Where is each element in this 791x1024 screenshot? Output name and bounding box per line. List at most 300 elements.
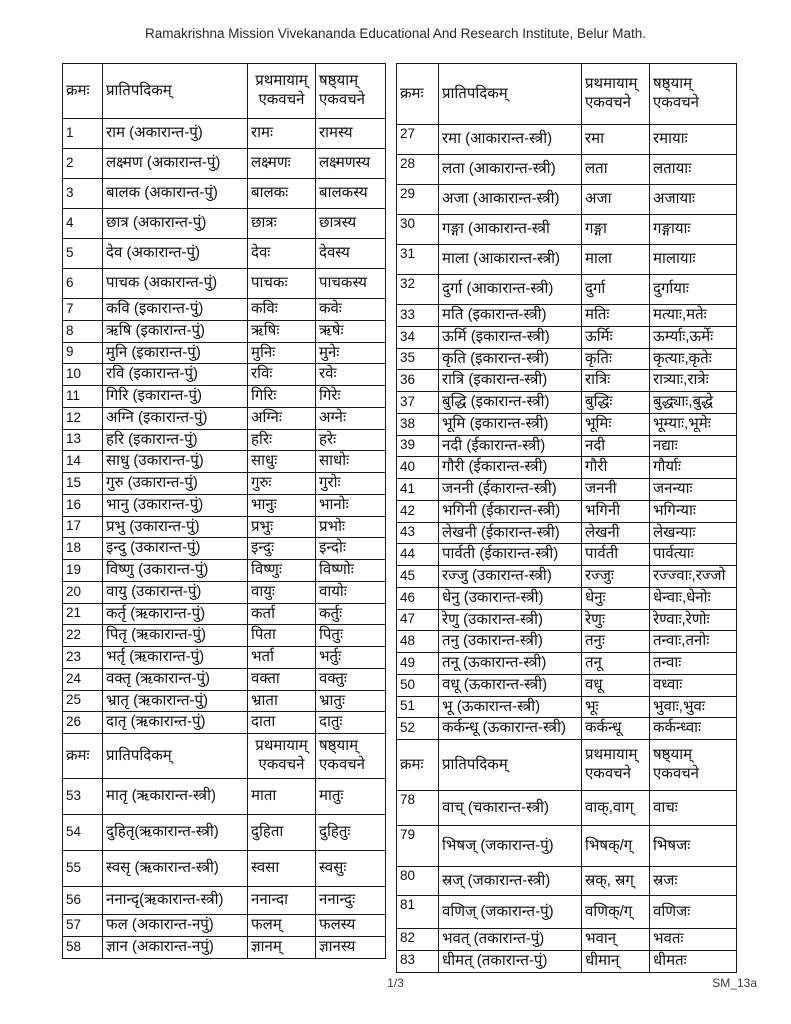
stem-cell: वाच् (चकारान्त-स्त्री)	[439, 791, 582, 826]
stem-cell: अग्नि (इकारान्त-पुं)	[103, 407, 248, 429]
row-number: 12	[63, 407, 103, 429]
table-row	[63, 647, 386, 669]
genitive-singular-cell: भुवाः,भुवः	[650, 696, 737, 718]
table-row	[63, 915, 386, 937]
nominative-singular-cell: बालकः	[248, 179, 316, 209]
table-row	[63, 815, 386, 851]
stem-cell: रवि (इकारान्त-पुं)	[103, 364, 248, 386]
row-number: 78	[397, 791, 439, 826]
table-row	[63, 516, 386, 538]
genitive-singular-cell: पार्वत्याः	[650, 544, 737, 566]
nominative-singular-cell: गङ्गा	[582, 215, 650, 245]
stem-cell: भानु (उकारान्त-पुं)	[103, 494, 248, 516]
column-header: क्रमः	[397, 740, 439, 791]
genitive-singular-cell: दुहितुः	[316, 815, 386, 851]
nominative-singular-cell: जननी	[582, 479, 650, 501]
row-number: 22	[63, 625, 103, 647]
table-row	[397, 653, 737, 675]
row-number: 37	[397, 392, 439, 414]
row-number: 16	[63, 494, 103, 516]
stem-cell: बुद्धि (इकारान्त-स्त्री)	[439, 392, 582, 414]
row-number: 15	[63, 473, 103, 495]
stem-cell: दुहितृ(ऋकारान्त-स्त्री)	[103, 815, 248, 851]
stem-cell: रेणु (उकारान्त-स्त्री)	[439, 609, 582, 631]
table-row	[397, 125, 737, 155]
stem-cell: लक्ष्मण (अकारान्त-पुं)	[103, 149, 248, 179]
table-row	[63, 407, 386, 429]
row-number: 46	[397, 587, 439, 609]
nominative-singular-cell: कर्कन्धू	[582, 718, 650, 740]
nominative-singular-cell: भगिनी	[582, 500, 650, 522]
table-row	[63, 625, 386, 647]
nominative-singular-cell: भवान्	[582, 929, 650, 951]
table-row	[397, 929, 737, 951]
genitive-singular-cell: भवतः	[650, 929, 737, 951]
table-row	[397, 275, 737, 305]
nominative-singular-cell: ननान्दा	[248, 887, 316, 915]
table-row	[397, 392, 737, 414]
row-number: 26	[63, 712, 103, 734]
row-number: 13	[63, 429, 103, 451]
nominative-singular-cell: रविः	[248, 364, 316, 386]
stem-cell: अजा (आकारान्त-स्त्री)	[439, 185, 582, 215]
table-row	[397, 413, 737, 435]
stem-cell: कर्तृ (ऋकारान्त-पुं)	[103, 603, 248, 625]
stem-cell: गुरु (उकारान्त-पुं)	[103, 473, 248, 495]
genitive-singular-cell: बालकस्य	[316, 179, 386, 209]
column-header: प्रातिपदिकम्	[439, 740, 582, 791]
stem-cell: स्रज् (जकारान्त-स्त्री)	[439, 867, 582, 896]
table-row	[63, 603, 386, 625]
genitive-singular-cell: कर्तुः	[316, 603, 386, 625]
nominative-singular-cell: पाचकः	[248, 269, 316, 299]
row-number: 28	[397, 155, 439, 185]
nominative-singular-cell: तनू	[582, 653, 650, 675]
column-header: क्रमः	[397, 64, 439, 125]
column-header: षष्ठ्याम् एकवचने	[316, 734, 386, 779]
nominative-singular-cell: माला	[582, 245, 650, 275]
stem-cell: मुनि (इकारान्त-पुं)	[103, 342, 248, 364]
column-header: प्रातिपदिकम्	[103, 64, 248, 119]
nominative-singular-cell: भ्राता	[248, 690, 316, 712]
row-number: 6	[63, 269, 103, 299]
nominative-singular-cell: विष्णुः	[248, 560, 316, 582]
genitive-singular-cell: गङ्गायाः	[650, 215, 737, 245]
table-row	[63, 779, 386, 815]
row-number: 43	[397, 522, 439, 544]
nominative-singular-cell: रामः	[248, 119, 316, 149]
genitive-singular-cell: तन्वाः	[650, 653, 737, 675]
table-row	[63, 179, 386, 209]
tables-container	[62, 63, 791, 973]
column-header: षष्ठ्याम् एकवचने	[650, 740, 737, 791]
genitive-singular-cell: वाचः	[650, 791, 737, 826]
table-row	[397, 305, 737, 327]
nominative-singular-cell: लक्ष्मणः	[248, 149, 316, 179]
page-number: 1/3	[387, 976, 404, 990]
row-number: 47	[397, 609, 439, 631]
nominative-singular-cell: वायुः	[248, 581, 316, 603]
genitive-singular-cell: रज्ज्वाः,रज्जो	[650, 566, 737, 588]
row-number: 17	[63, 516, 103, 538]
genitive-singular-cell: कवेः	[316, 299, 386, 321]
row-number: 32	[397, 275, 439, 305]
nominative-singular-cell: नदी	[582, 435, 650, 457]
stem-cell: विष्णु (उकारान्त-पुं)	[103, 560, 248, 582]
genitive-singular-cell: छात्रस्य	[316, 209, 386, 239]
genitive-singular-cell: रमायाः	[650, 125, 737, 155]
genitive-singular-cell: मातुः	[316, 779, 386, 815]
row-number: 80	[397, 867, 439, 896]
header-row	[397, 64, 737, 125]
row-number: 81	[397, 896, 439, 929]
nominative-singular-cell: भूमिः	[582, 413, 650, 435]
nominative-singular-cell: साधुः	[248, 451, 316, 473]
row-number: 30	[397, 215, 439, 245]
stem-cell: वक्तृ (ऋकारान्त-पुं)	[103, 668, 248, 690]
table-row	[397, 950, 737, 972]
genitive-singular-cell: धीमतः	[650, 950, 737, 972]
stem-cell: दातृ (ऋकारान्त-पुं)	[103, 712, 248, 734]
column-header: प्रथमायाम् एकवचने	[582, 740, 650, 791]
table-row	[397, 791, 737, 826]
nominative-singular-cell: दुहिता	[248, 815, 316, 851]
stem-cell: नदी (ईकारान्त-स्त्री)	[439, 435, 582, 457]
genitive-singular-cell: भगिन्याः	[650, 500, 737, 522]
nominative-singular-cell: गौरी	[582, 457, 650, 479]
row-number: 52	[397, 718, 439, 740]
stem-cell: मति (इकारान्त-स्त्री)	[439, 305, 582, 327]
table-row	[397, 479, 737, 501]
table-row	[397, 609, 737, 631]
genitive-singular-cell: अग्नेः	[316, 407, 386, 429]
genitive-singular-cell: देवस्य	[316, 239, 386, 269]
row-number: 14	[63, 451, 103, 473]
table-row	[63, 209, 386, 239]
genitive-singular-cell: नद्याः	[650, 435, 737, 457]
row-number: 1	[63, 119, 103, 149]
nominative-singular-cell: कर्ता	[248, 603, 316, 625]
table-row	[397, 457, 737, 479]
genitive-singular-cell: साधोः	[316, 451, 386, 473]
table-row	[397, 544, 737, 566]
nominative-singular-cell: इन्दुः	[248, 538, 316, 560]
stem-cell: कवि (इकारान्त-पुं)	[103, 299, 248, 321]
row-number: 40	[397, 457, 439, 479]
genitive-singular-cell: ज्ञानस्य	[316, 936, 386, 958]
genitive-singular-cell: वायोः	[316, 581, 386, 603]
row-number: 83	[397, 950, 439, 972]
stem-cell: प्रभु (उकारान्त-पुं)	[103, 516, 248, 538]
genitive-singular-cell: तन्वाः,तनोः	[650, 631, 737, 653]
nominative-singular-cell: ज्ञानम्	[248, 936, 316, 958]
nominative-singular-cell: स्वसा	[248, 851, 316, 887]
nominative-singular-cell: वाक्,वाग्	[582, 791, 650, 826]
nominative-singular-cell: रमा	[582, 125, 650, 155]
table-row	[397, 566, 737, 588]
document-code: SM_13a	[712, 976, 757, 990]
stem-cell: ऊर्मि (इकारान्त-स्त्री)	[439, 326, 582, 348]
stem-cell: वणिज् (जकारान्त-पुं)	[439, 896, 582, 929]
row-number: 25	[63, 690, 103, 712]
table-row	[397, 185, 737, 215]
row-number: 3	[63, 179, 103, 209]
table-row	[63, 887, 386, 915]
nominative-singular-cell: कृतिः	[582, 348, 650, 370]
stem-cell: भू (ऊकारान्त-स्त्री)	[439, 696, 582, 718]
table-row	[397, 348, 737, 370]
row-number: 58	[63, 936, 103, 958]
row-number: 56	[63, 887, 103, 915]
nominative-singular-cell: भानुः	[248, 494, 316, 516]
genitive-singular-cell: कर्कन्ध्वाः	[650, 718, 737, 740]
stem-cell: वधू (ऊकारान्त-स्त्री)	[439, 674, 582, 696]
genitive-singular-cell: रवेः	[316, 364, 386, 386]
row-number: 35	[397, 348, 439, 370]
stem-cell: दुर्गा (आकारान्त-स्त्री)	[439, 275, 582, 305]
stem-cell: लेखनी (ईकारान्त-स्त्री)	[439, 522, 582, 544]
nominative-singular-cell: धेनुः	[582, 587, 650, 609]
stem-cell: रमा (आकारान्त-स्त्री)	[439, 125, 582, 155]
genitive-singular-cell: मालायाः	[650, 245, 737, 275]
table-row	[63, 668, 386, 690]
nominative-singular-cell: रेणुः	[582, 609, 650, 631]
stem-cell: ऋषि (इकारान्त-पुं)	[103, 320, 248, 342]
row-number: 10	[63, 364, 103, 386]
nominative-singular-cell: मुनिः	[248, 342, 316, 364]
genitive-singular-cell: दातुः	[316, 712, 386, 734]
row-number: 38	[397, 413, 439, 435]
genitive-singular-cell: स्रजः	[650, 867, 737, 896]
table-row	[397, 155, 737, 185]
column-header: प्रथमायाम् एकवचने	[248, 64, 316, 119]
header-row	[63, 734, 386, 779]
nominative-singular-cell: फलम्	[248, 915, 316, 937]
genitive-singular-cell: बुद्ध्याः,बुद्धे	[650, 392, 737, 414]
genitive-singular-cell: अजायाः	[650, 185, 737, 215]
stem-cell: बालक (अकारान्त-पुं)	[103, 179, 248, 209]
nominative-singular-cell: तनुः	[582, 631, 650, 653]
row-number: 23	[63, 647, 103, 669]
genitive-singular-cell: पाचकस्य	[316, 269, 386, 299]
table-row	[397, 500, 737, 522]
nominative-singular-cell: लेखनी	[582, 522, 650, 544]
stem-cell: भ्रातृ (ऋकारान्त-पुं)	[103, 690, 248, 712]
table-row	[63, 320, 386, 342]
genitive-singular-cell: फलस्य	[316, 915, 386, 937]
column-header: प्रातिपदिकम्	[103, 734, 248, 779]
genitive-singular-cell: इन्दोः	[316, 538, 386, 560]
genitive-singular-cell: दुर्गायाः	[650, 275, 737, 305]
column-header: क्रमः	[63, 64, 103, 119]
genitive-singular-cell: कृत्याः,कृतेः	[650, 348, 737, 370]
nominative-singular-cell: ऊर्मिः	[582, 326, 650, 348]
nominative-singular-cell: प्रभुः	[248, 516, 316, 538]
row-number: 24	[63, 668, 103, 690]
column-header: षष्ठ्याम् एकवचने	[316, 64, 386, 119]
row-number: 45	[397, 566, 439, 588]
table-row	[63, 936, 386, 958]
table-row	[397, 896, 737, 929]
table-row	[397, 718, 737, 740]
table-row	[63, 560, 386, 582]
genitive-singular-cell: ऋषेः	[316, 320, 386, 342]
row-number: 39	[397, 435, 439, 457]
table-row	[63, 538, 386, 560]
nominative-singular-cell: दाता	[248, 712, 316, 734]
stem-cell: भिषज् (जकारान्त-पुं)	[439, 826, 582, 867]
row-number: 50	[397, 674, 439, 696]
genitive-singular-cell: भ्रातुः	[316, 690, 386, 712]
nominative-singular-cell: हरिः	[248, 429, 316, 451]
stem-cell: रज्जु (उकारान्त-स्त्री)	[439, 566, 582, 588]
stem-cell: तनु (उकारान्त-स्त्री)	[439, 631, 582, 653]
genitive-singular-cell: मत्याः,मतेः	[650, 305, 737, 327]
genitive-singular-cell: प्रभोः	[316, 516, 386, 538]
row-number: 49	[397, 653, 439, 675]
genitive-singular-cell: वणिजः	[650, 896, 737, 929]
row-number: 19	[63, 560, 103, 582]
table-row	[397, 867, 737, 896]
stem-cell: गिरि (इकारान्त-पुं)	[103, 386, 248, 408]
genitive-singular-cell: लतायाः	[650, 155, 737, 185]
nominative-singular-cell: वधू	[582, 674, 650, 696]
nominative-singular-cell: वक्ता	[248, 668, 316, 690]
stem-cell: पाचक (अकारान्त-पुं)	[103, 269, 248, 299]
column-header: प्रातिपदिकम्	[439, 64, 582, 125]
nominative-singular-cell: बुद्धिः	[582, 392, 650, 414]
nominative-singular-cell: स्रक्, स्रग्	[582, 867, 650, 896]
table-row	[397, 370, 737, 392]
stem-cell: साधु (उकारान्त-पुं)	[103, 451, 248, 473]
nominative-singular-cell: रात्रिः	[582, 370, 650, 392]
genitive-singular-cell: गौर्याः	[650, 457, 737, 479]
nominative-singular-cell: पार्वती	[582, 544, 650, 566]
table-row	[63, 386, 386, 408]
row-number: 11	[63, 386, 103, 408]
stem-cell: कृति (इकारान्त-स्त्री)	[439, 348, 582, 370]
row-number: 55	[63, 851, 103, 887]
row-number: 9	[63, 342, 103, 364]
nominative-singular-cell: कविः	[248, 299, 316, 321]
stem-cell: देव (अकारान्त-पुं)	[103, 239, 248, 269]
table-row	[63, 451, 386, 473]
row-number: 7	[63, 299, 103, 321]
row-number: 8	[63, 320, 103, 342]
nominative-singular-cell: भूः	[582, 696, 650, 718]
stem-cell: पितृ (ऋकारान्त-पुं)	[103, 625, 248, 647]
genitive-singular-cell: हरेः	[316, 429, 386, 451]
genitive-singular-cell: विष्णोः	[316, 560, 386, 582]
stem-cell: छात्र (अकारान्त-पुं)	[103, 209, 248, 239]
table-row	[63, 581, 386, 603]
row-number: 2	[63, 149, 103, 179]
table-row	[397, 326, 737, 348]
nominative-singular-cell: धीमान्	[582, 950, 650, 972]
stem-cell: तनू (ऊकारान्त-स्त्री)	[439, 653, 582, 675]
stem-cell: भूमि (इकारान्त-स्त्री)	[439, 413, 582, 435]
row-number: 79	[397, 826, 439, 867]
table-row	[397, 674, 737, 696]
table-row	[397, 696, 737, 718]
table-row	[397, 245, 737, 275]
stem-cell: धेनु (उकारान्त-स्त्री)	[439, 587, 582, 609]
stem-cell: भगिनी (ईकारान्त-स्त्री)	[439, 500, 582, 522]
header-row	[397, 740, 737, 791]
genitive-singular-cell: स्वसुः	[316, 851, 386, 887]
genitive-singular-cell: वध्वाः	[650, 674, 737, 696]
nominative-singular-cell: वणिक्/ग्	[582, 896, 650, 929]
declension-table-right	[396, 63, 737, 973]
table-row	[63, 269, 386, 299]
nominative-singular-cell: ऋषिः	[248, 320, 316, 342]
genitive-singular-cell: गुरोः	[316, 473, 386, 495]
table-row	[63, 851, 386, 887]
genitive-singular-cell: लक्ष्मणस्य	[316, 149, 386, 179]
genitive-singular-cell: रात्र्याः,रात्रेः	[650, 370, 737, 392]
row-number: 29	[397, 185, 439, 215]
row-number: 4	[63, 209, 103, 239]
nominative-singular-cell: अजा	[582, 185, 650, 215]
stem-cell: धीमत् (तकारान्त-पुं)	[439, 950, 582, 972]
genitive-singular-cell: पितुः	[316, 625, 386, 647]
nominative-singular-cell: मतिः	[582, 305, 650, 327]
genitive-singular-cell: जनन्याः	[650, 479, 737, 501]
declension-table-left	[62, 63, 386, 959]
stem-cell: फल (अकारान्त-नपुं)	[103, 915, 248, 937]
stem-cell: वायु (उकारान्त-पुं)	[103, 581, 248, 603]
table-row	[397, 435, 737, 457]
table-row	[397, 826, 737, 867]
column-header: क्रमः	[63, 734, 103, 779]
row-number: 54	[63, 815, 103, 851]
table-row	[397, 215, 737, 245]
table-row	[63, 149, 386, 179]
table-row	[63, 494, 386, 516]
row-number: 27	[397, 125, 439, 155]
genitive-singular-cell: भर्तुः	[316, 647, 386, 669]
stem-cell: कर्कन्धू (ऊकारान्त-स्त्री)	[439, 718, 582, 740]
genitive-singular-cell: धेन्वाः,धेनोः	[650, 587, 737, 609]
row-number: 51	[397, 696, 439, 718]
row-number: 20	[63, 581, 103, 603]
stem-cell: जननी (ईकारान्त-स्त्री)	[439, 479, 582, 501]
stem-cell: पार्वती (ईकारान्त-स्त्री)	[439, 544, 582, 566]
row-number: 48	[397, 631, 439, 653]
row-number: 53	[63, 779, 103, 815]
column-header: प्रथमायाम् एकवचने	[248, 734, 316, 779]
stem-cell: ननान्दृ(ऋकारान्त-स्त्री)	[103, 887, 248, 915]
nominative-singular-cell: अग्निः	[248, 407, 316, 429]
stem-cell: राम (अकारान्त-पुं)	[103, 119, 248, 149]
table-row	[397, 587, 737, 609]
stem-cell: ज्ञान (अकारान्त-नपुं)	[103, 936, 248, 958]
column-header: षष्ठ्याम् एकवचने	[650, 64, 737, 125]
header-row	[63, 64, 386, 119]
stem-cell: भर्तृ (ऋकारान्त-पुं)	[103, 647, 248, 669]
table-row	[397, 522, 737, 544]
row-number: 21	[63, 603, 103, 625]
genitive-singular-cell: ननान्दुः	[316, 887, 386, 915]
table-row	[63, 119, 386, 149]
genitive-singular-cell: रामस्य	[316, 119, 386, 149]
genitive-singular-cell: भिषजः	[650, 826, 737, 867]
row-number: 18	[63, 538, 103, 560]
nominative-singular-cell: दुर्गा	[582, 275, 650, 305]
row-number: 34	[397, 326, 439, 348]
row-number: 44	[397, 544, 439, 566]
genitive-singular-cell: लेखन्याः	[650, 522, 737, 544]
